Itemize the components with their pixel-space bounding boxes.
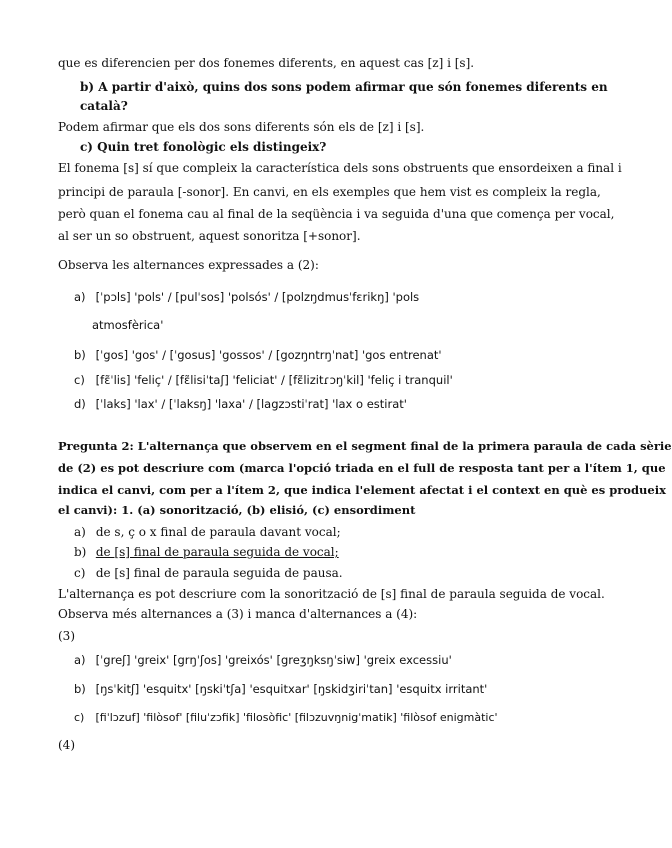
option-label: b) — [74, 545, 87, 559]
option-text: de s, ç o x final de paraula davant vocal; — [95, 525, 341, 539]
observe-line: Observa més alternances a (3) i manca d'alternances a (4): — [58, 607, 418, 621]
question-c: c) Quin tret fonològic els distingeix? — [80, 140, 327, 154]
example-item — [74, 290, 419, 304]
option-text: de [s] final de paraula seguida de pausa. — [95, 566, 343, 580]
question-2-line4: el canvi): 1. (a) sonorització, (b) elisió, (c) ensordiment — [58, 503, 416, 517]
option-a — [74, 525, 341, 539]
option-c — [74, 566, 343, 580]
example-item — [74, 373, 453, 387]
text-line: que es diferencien per dos fonemes diferents, en aquest cas [z] i [s]. — [58, 56, 475, 70]
option-label: a) — [74, 525, 86, 539]
question-2-line2: de (2) es pot descriure com (marca l'opció triada en el full de resposta tant per a l'ítem 1, que — [58, 461, 666, 475]
question-2-line3: indica el canvi, com per a l'ítem 2, que indica l'element afectat i el context en què es produeix — [58, 483, 666, 497]
question-b-line2: català? — [80, 99, 128, 113]
example-item-cont: atmosfèrica' — [92, 318, 164, 332]
item-text: [fɛ̃ˈlis] 'feliç' / [fɛ̃lisiˈtaʃ] 'feliciat' / [fɛ̃lizitɾɔŋˈkil] 'feliç i tranquil' — [95, 373, 453, 387]
example-number: (4) — [58, 738, 75, 752]
item-label: b) — [74, 682, 86, 696]
item-text: [ˈgos] 'gos' / [ˈgosus] 'gossos' / [gozŋntrŋˈnat] 'gos entrenat' — [95, 348, 442, 362]
answer-b: Podem afirmar que els dos sons diferents són els de [z] i [s]. — [58, 120, 425, 134]
item-label: c) — [74, 711, 85, 724]
paragraph-line: principi de paraula [-sonor]. En canvi, en els exemples que hem vist es compleix la regla, — [58, 185, 601, 199]
paragraph-line: al ser un so obstruent, aquest sonoritza [+sonor]. — [58, 229, 361, 243]
item-label: b) — [74, 348, 86, 362]
option-text-selected: de [s] final de paraula seguida de vocal; — [95, 545, 339, 559]
item-label: a) — [74, 653, 86, 667]
option-b — [74, 545, 339, 559]
paragraph-line: però quan el fonema cau al final de la seqüència i va seguida d'una que comença per vocal, — [58, 207, 615, 221]
example-item — [74, 653, 452, 667]
paragraph-line: El fonema [s] sí que compleix la característica dels sons obstruents que ensordeixen a final i — [58, 161, 622, 175]
answer-2: L'alternança es pot descriure com la sonorització de [s] final de paraula seguida de vocal. — [58, 587, 605, 601]
item-label: d) — [74, 397, 86, 411]
option-label: c) — [74, 566, 86, 580]
item-label: c) — [74, 373, 85, 387]
item-text: [ˈgreʃ] 'greix' [grŋˈʃos] 'greixós' [greʒŋksŋˈsiw] 'greix excessiu' — [95, 653, 452, 667]
example-item — [74, 682, 487, 696]
item-text: [ŋsˈkitʃ] 'esquitx' [ŋskiˈtʃa] 'esquitxar' [ŋskidʒiriˈtan] 'esquitx irritant' — [95, 682, 488, 696]
example-item — [74, 711, 498, 724]
item-text: [fiˈlɔzuf] 'filòsof' [filuˈzɔfik] 'filosòfic' [filɔzuvŋnigˈmatik] 'filòsof enigmàtic' — [95, 711, 498, 724]
observe-line: Observa les alternances expressades a (2): — [58, 258, 319, 272]
item-text: [ˈlaks] 'lax' / [ˈlaksŋ] 'laxa' / [lagzɔstiˈrat] 'lax o estirat' — [95, 397, 407, 411]
item-text: [ˈpɔls] 'pols' / [pulˈsos] 'polsós' / [polzŋdmusˈfɛrikŋ] 'pols — [95, 290, 420, 304]
question-2-line1: Pregunta 2: L'alternança que observem en el segment final de la primera paraula de cada sèrie — [58, 439, 672, 453]
example-item — [74, 397, 407, 411]
question-b-line1: b) A partir d'això, quins dos sons podem afirmar que són fonemes diferents en — [80, 80, 608, 94]
example-item — [74, 348, 442, 362]
example-number: (3) — [58, 629, 75, 643]
item-label: a) — [74, 290, 86, 304]
